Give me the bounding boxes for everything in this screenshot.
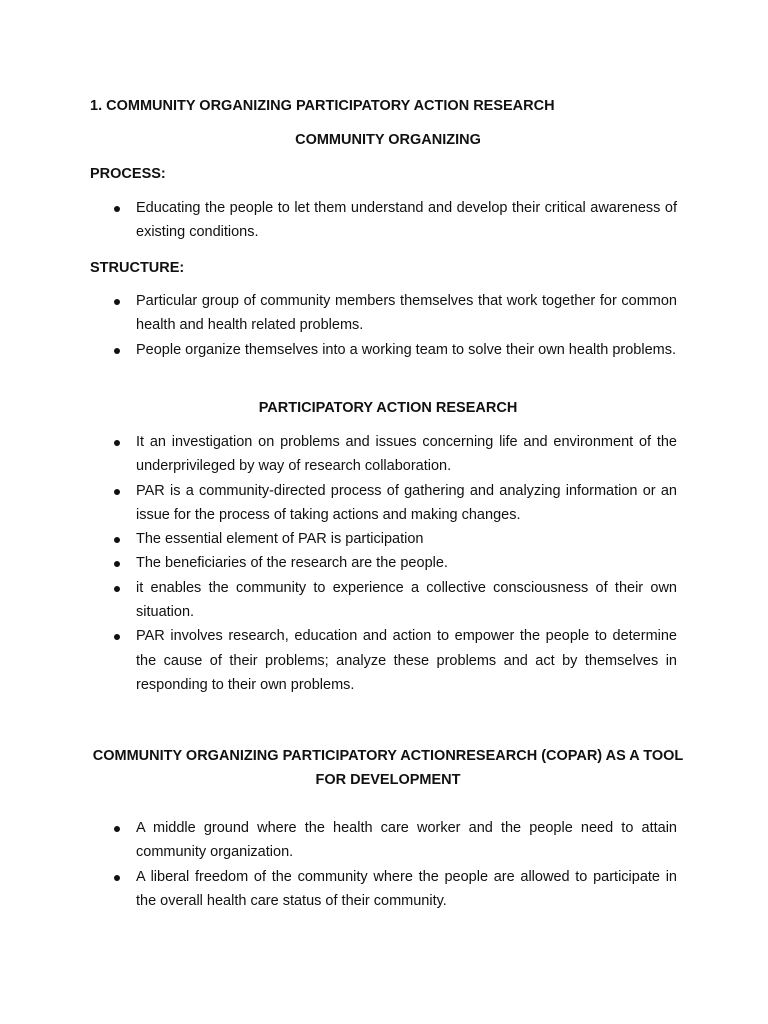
list-item: The essential element of PAR is participation (0, 527, 677, 551)
process-label: PROCESS: (90, 166, 166, 182)
list-item: it enables the community to experience a collective consciousness of their own situation. (0, 576, 677, 625)
document-title: 1. COMMUNITY ORGANIZING PARTICIPATORY ACTION RESEARCH (90, 98, 555, 114)
list-item: The beneficiaries of the research are the people. (0, 551, 677, 575)
par-list (0, 430, 677, 697)
bullet-icon (114, 586, 120, 592)
bullet-icon (114, 826, 120, 832)
list-item: Educating the people to let them understand and develop their critical awareness of existing conditions. (0, 196, 677, 245)
structure-list (0, 289, 677, 362)
list-item: A middle ground where the health care worker and the people need to attain community organization. (0, 816, 677, 865)
list-item: A liberal freedom of the community where the people are allowed to participate in the overall health care status of their community. (0, 865, 677, 914)
list-item: Particular group of community members themselves that work together for common health and health related problems. (0, 289, 677, 338)
copar-list (0, 816, 677, 913)
process-list (0, 196, 677, 245)
heading-community-organizing: COMMUNITY ORGANIZING (295, 132, 481, 148)
bullet-icon (114, 634, 120, 640)
bullet-icon (114, 489, 120, 495)
bullet-icon (114, 537, 120, 543)
bullet-icon (114, 299, 120, 305)
bullet-icon (114, 561, 120, 567)
heading-copar: COMMUNITY ORGANIZING PARTICIPATORY ACTIONRESEARCH (COPAR) AS A TOOL FOR DEVELOPMENT (92, 748, 684, 788)
bullet-icon (114, 206, 120, 212)
bullet-icon (114, 348, 120, 354)
bullet-icon (114, 440, 120, 446)
list-item: People organize themselves into a working team to solve their own health problems. (0, 338, 677, 362)
bullet-icon (114, 875, 120, 881)
list-item: It an investigation on problems and issues concerning life and environment of the underprivileged by way of research collaboration. (0, 430, 677, 479)
heading-participatory-action-research: PARTICIPATORY ACTION RESEARCH (258, 400, 518, 416)
list-item: PAR involves research, education and action to empower the people to determine the cause of their problems; analyze these problems and act by themselves in responding to their own problems. (0, 624, 677, 697)
structure-label: STRUCTURE: (90, 260, 185, 276)
list-item: PAR is a community-directed process of gathering and analyzing information or an issue for the process of taking actions and making changes. (0, 479, 677, 528)
